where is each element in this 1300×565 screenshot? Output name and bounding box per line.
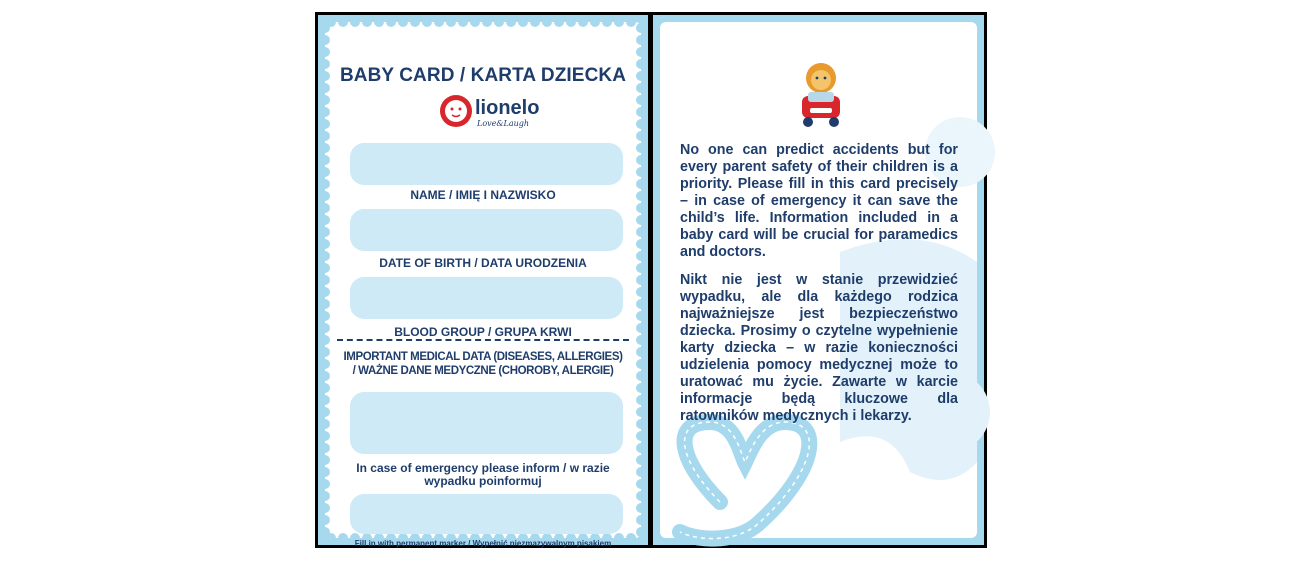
- footnote: Fill in with permanent marker / Wypełnić niezmazywalnym pisakiem: [354, 539, 612, 548]
- medical-data-label: [325, 350, 641, 378]
- lion-car-icon: [796, 62, 846, 130]
- logo-wordmark: lionelo: [475, 97, 540, 119]
- lionelo-logo: [439, 92, 549, 132]
- card-front-inner: [325, 22, 641, 548]
- baby-card-sheet: [315, 12, 987, 548]
- dashed-divider: [337, 339, 629, 341]
- logo-tagline: Love&Laugh: [477, 119, 530, 128]
- date-of-birth-field[interactable]: [350, 209, 623, 251]
- info-polish: Nikt nie jest w stanie przewidzieć wypadku, ale dla każdego rodzica najważniejsze jest bezpieczeństwo dziecka. Prosimy o czytelne wypełnienie karty dziecka – w razie konieczności udzielenia pomocy medycznej może to uratować mu życie. Zawarte w karcie informacje będą kluczowe dla ratowników medycznych i lekarzy.: [680, 272, 958, 424]
- card-front-panel: [318, 15, 648, 548]
- medical-label-line1: IMPORTANT MEDICAL DATA (DISEASES, ALLERGIES): [343, 351, 623, 363]
- blood-group-label: BLOOD GROUP / GRUPA KRWI: [394, 325, 572, 339]
- card-back-panel: [653, 15, 984, 545]
- medical-label-line2: / WAŻNE DANE MEDYCZNE (CHOROBY, ALERGIE): [352, 365, 614, 377]
- name-field[interactable]: [350, 143, 623, 185]
- emergency-contact-label: In case of emergency please inform / w razie wypadku poinformuj: [356, 461, 610, 488]
- lion-logo-icon: [439, 94, 473, 128]
- info-english: No one can predict accidents but for every parent safety of their children is a priority. Please fill in this card precisely – in case of emergency it can save the child’s life. Information included in a baby card will be crucial for paramedics and doctors.: [680, 142, 958, 260]
- card-title: BABY CARD / KARTA DZIECKA: [339, 65, 627, 86]
- blood-group-field[interactable]: [350, 277, 623, 319]
- medical-data-field[interactable]: [350, 392, 623, 454]
- date-of-birth-label: DATE OF BIRTH / DATA URODZENIA: [379, 256, 587, 270]
- card-back-inner: [660, 22, 977, 538]
- name-label: NAME / IMIĘ I NAZWISKO: [410, 188, 556, 202]
- emergency-contact-field[interactable]: [350, 494, 623, 534]
